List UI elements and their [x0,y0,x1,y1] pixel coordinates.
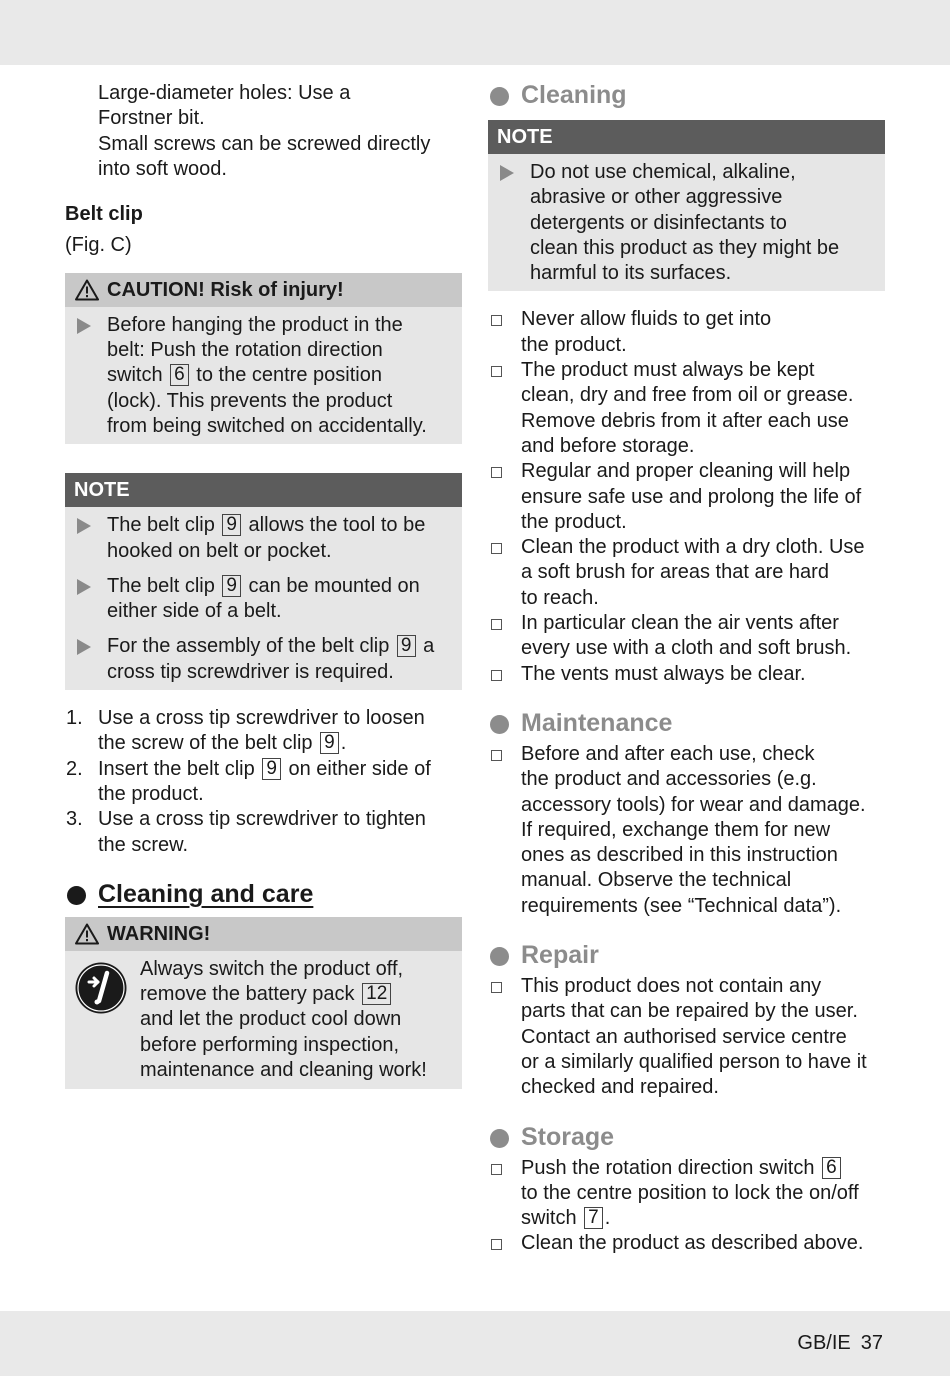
text-line: Never allow fluids to get into [521,308,772,331]
text-line: Large-diameter holes: Use a [98,82,351,104]
text-line [521,1156,885,1181]
text-span: . [340,732,347,755]
cleaning-note-box [488,120,885,291]
text-line: and let the product cool down [140,1008,402,1031]
steps-list [65,706,462,858]
text-span: Insert the belt clip [98,757,255,780]
text-line: Before and after each use, check [521,742,815,765]
text-line: hooked on belt or pocket. [107,539,332,562]
text-line: Always switch the product off, [140,957,404,980]
text-span: a [423,635,435,658]
list-item [488,974,885,1100]
text-line: the product. [521,510,627,533]
text-line: manual. Observe the technical [521,869,792,892]
step-item [65,757,462,808]
list-item [488,1231,885,1256]
warning-triangle-icon [75,923,99,945]
caution-list [65,307,462,444]
text-line [107,574,452,599]
heading-label: Repair [521,941,599,970]
text-line: Small screws can be screwed directly [98,132,431,155]
text-span: can be mounted on [248,574,420,597]
text-line: before performing inspection, [140,1033,400,1056]
note-list [65,507,462,690]
section-heading-cleaning-care [65,878,462,910]
step-number: 1. [66,707,83,730]
text-line: a soft brush for areas that are hard [521,561,829,584]
text-line: belt: Push the rotation direction [107,339,383,362]
language-code: GB/IE [797,1332,851,1354]
caution-title: CAUTION! Risk of injury! [107,278,344,301]
section-bullet-icon [67,886,86,905]
arrow-bullet-icon [77,318,91,334]
text-line: The product must always be kept [521,359,815,382]
step-item [65,706,462,757]
note-item [75,513,452,564]
list-item [488,358,885,459]
section-heading-cleaning [488,79,885,111]
maintenance-list [488,742,885,919]
text-line: detergents or disinfectants to [530,211,787,234]
text-line: If required, exchange them for new [521,818,831,841]
text-span: remove the battery pack [140,983,355,1006]
text-line: maintenance and cleaning work! [140,1059,427,1082]
section-heading-maintenance [488,707,885,739]
text-line [98,731,462,756]
warning-box [65,917,462,1089]
note-item [75,574,452,625]
section-heading-storage [488,1121,885,1153]
text-line: into soft wood. [98,157,227,180]
text-span: Push the rotation direction switch [521,1156,815,1179]
cleaning-list [488,307,885,686]
list-item [488,1156,885,1232]
list-item [488,742,885,919]
text-line: every use with a cloth and soft brush. [521,637,852,660]
repair-list [488,974,885,1100]
text-line: accessory tools) for wear and damage. [521,793,866,816]
warning-title: WARNING! [107,922,211,945]
reference-number: 12 [362,983,391,1005]
text-line: and before storage. [521,434,695,457]
text-line: the product and accessories (e.g. [521,768,817,791]
section-bullet-icon [490,1129,509,1148]
text-line: Regular and proper cleaning will help [521,460,851,483]
text-line: clean, dry and free from oil or grease. [521,384,854,407]
caution-item [75,313,452,439]
power-off-icon [74,961,128,1015]
text-line: Clean the product as described above. [521,1232,864,1255]
heading-label: Storage [521,1122,615,1151]
list-item [488,535,885,611]
text-line [107,363,452,388]
step-number: 3. [66,808,83,831]
belt-clip-heading: Belt clip [65,203,143,226]
text-span: allows the tool to be [248,514,426,537]
reference-number: 9 [222,514,241,536]
intro-text [65,81,462,182]
text-span: For the assembly of the belt clip [107,635,390,658]
reference-number: 9 [320,732,339,754]
square-bullet-icon [491,315,502,326]
text-line: abrasive or other aggressive [530,186,783,209]
text-line: either side of a belt. [107,600,282,623]
text-line: Clean the product with a dry cloth. Use [521,536,865,559]
left-column [65,81,462,1089]
storage-list [488,1156,885,1257]
text-line: This product does not contain any [521,975,822,998]
text-line: ensure safe use and prolong the life of [521,485,862,508]
text-line: clean this product as they might be [530,236,840,259]
square-bullet-icon [491,467,502,478]
text-line: parts that can be repaired by the user. [521,1000,858,1023]
text-line: the screw. [98,833,189,856]
text-line: Remove debris from it after each use [521,409,849,432]
text-line: harmful to its surfaces. [530,262,732,285]
text-line: Before hanging the product in the [107,313,403,336]
text-line: from being switched on accidentally. [107,414,427,437]
text-line: the product. [98,782,204,805]
arrow-bullet-icon [77,579,91,595]
square-bullet-icon [491,750,502,761]
note-item [75,634,452,685]
text-line: checked and repaired. [521,1076,719,1099]
warning-triangle-icon [75,279,99,301]
square-bullet-icon [491,619,502,630]
text-line: Contact an authorised service centre [521,1025,847,1048]
page-number: 37 [860,1332,883,1354]
warning-body [65,951,462,1089]
reference-number: 9 [262,758,281,780]
text-line: Forstner bit. [98,107,205,130]
section-heading-repair [488,939,885,971]
heading-label: Maintenance [521,708,673,737]
caution-header [65,273,462,307]
text-span: the screw of the belt clip [98,732,313,755]
text-span: The belt clip [107,574,215,597]
square-bullet-icon [491,366,502,377]
section-bullet-icon [490,87,509,106]
text-line: Use a cross tip screwdriver to tighten [98,808,426,831]
text-line: the product. [521,333,627,356]
text-line: to reach. [521,586,599,609]
heading-label: Cleaning [521,81,627,109]
square-bullet-icon [491,670,502,681]
reference-number: 6 [170,364,189,386]
text-line: Do not use chemical, alkaline, [530,161,796,183]
note-header: NOTE [65,473,462,507]
list-item [488,307,885,358]
square-bullet-icon [491,1164,502,1175]
right-column [488,79,885,1257]
text-line: cross tip screwdriver is required. [107,660,394,683]
list-item [488,662,885,687]
caution-box [65,273,462,444]
note-box [65,473,462,690]
note-header: NOTE [488,120,885,154]
note-list [488,154,885,291]
figure-reference: (Fig. C) [65,234,132,257]
square-bullet-icon [491,982,502,993]
arrow-bullet-icon [77,639,91,655]
step-item [65,807,462,858]
text-span: switch [107,364,163,387]
text-span: . [604,1207,611,1230]
text-line: (lock). This prevents the product [107,389,393,412]
note-item [498,160,875,286]
square-bullet-icon [491,543,502,554]
text-line [107,634,452,659]
arrow-bullet-icon [77,518,91,534]
text-span: The belt clip [107,514,215,537]
text-line [140,982,448,1007]
text-line [98,757,462,782]
arrow-bullet-icon [500,165,514,181]
section-bullet-icon [490,715,509,734]
text-line: ones as described in this instruction [521,844,838,867]
text-line: Use a cross tip screwdriver to loosen [98,707,425,730]
page-footer [797,1331,883,1355]
text-line: or a similarly qualified person to have it [521,1050,867,1073]
text-line: to the centre position to lock the on/off [521,1181,859,1204]
text-span: switch [521,1207,577,1230]
list-item [488,611,885,662]
warning-header [65,917,462,951]
list-item [488,459,885,535]
top-band [0,0,950,65]
square-bullet-icon [491,1239,502,1250]
text-line [521,1206,885,1231]
text-span: to the centre position [196,364,382,387]
text-line: In particular clean the air vents after [521,612,839,635]
reference-number: 9 [397,635,416,657]
text-line: The vents must always be clear. [521,662,806,685]
reference-number: 7 [584,1207,603,1229]
heading-label: Cleaning and care [98,879,314,908]
reference-number: 9 [222,575,241,597]
section-bullet-icon [490,947,509,966]
step-number: 2. [66,757,83,780]
text-line [107,513,452,538]
reference-number: 6 [822,1157,841,1179]
text-span: on either side of [288,757,431,780]
text-line: requirements (see “Technical data”). [521,894,842,917]
